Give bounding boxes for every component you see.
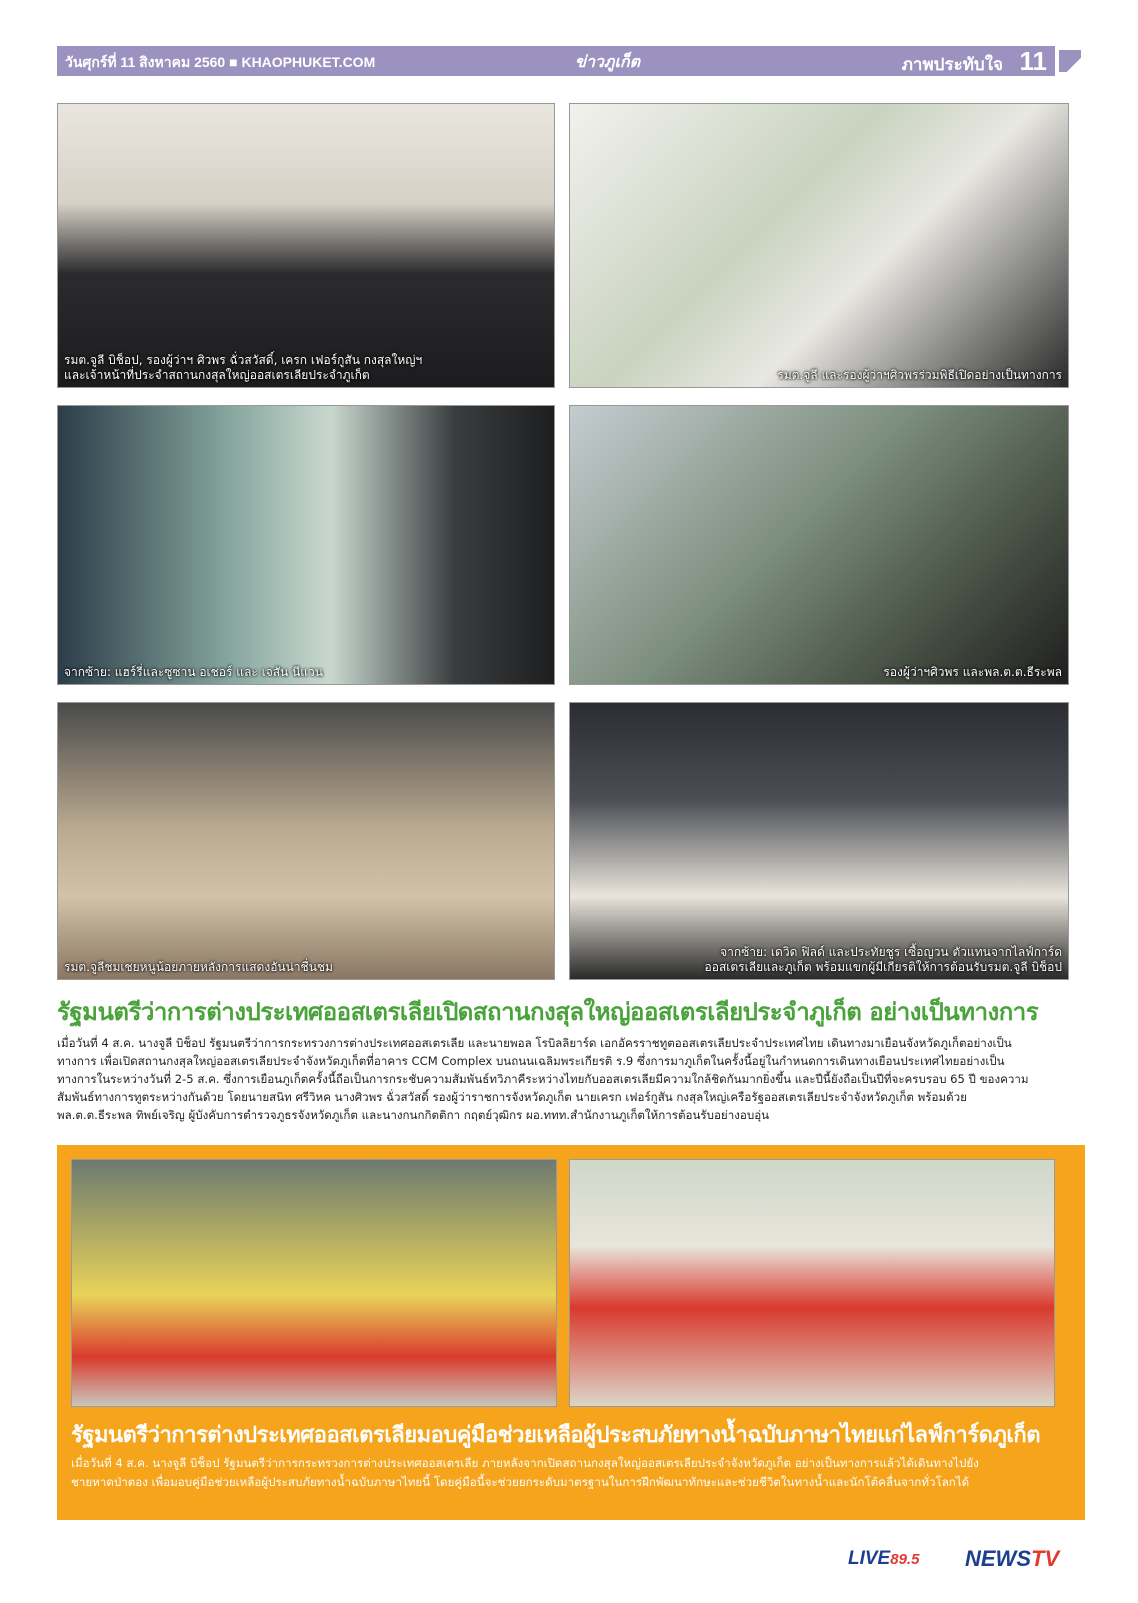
photo-caption: จากซ้าย: แฮร์รี่และซูซาน อเชอร์ และ เจสัน นีแวน	[64, 665, 323, 679]
lifeguard-line: ชายหาดป่าตอง เพื่อมอบคู่มือช่วยเหลือผู้ประสบภัยทางน้ำฉบับภาษาไทยนี้ โดยคู่มือนี้จะช่วยยกระดับมาตรฐานในการฝึกพัฒนาทักษะและช่วยชีวิตในทางน้ำและนักโต้คลื่นจากทั่วโลกได้	[71, 1475, 970, 1489]
lifeguard-feature-box	[57, 1145, 1085, 1520]
live-radio-logo: LIVE89.5	[848, 1548, 920, 1569]
photo-image	[58, 104, 554, 387]
photo-image	[72, 1160, 556, 1406]
photo-minister-child	[57, 702, 555, 980]
photo-image	[570, 406, 1068, 684]
article-line: สัมพันธ์ทางการทูตระหว่างกันด้วย โดยนายสนิท ศรีวิหค นางศิวพร ฉั่วสวัสดิ์ รองผู้ว่าราชการจังหวัดภูเก็ต นายเครก เฟอร์กูสัน กงสุลใหญ่เครือรัฐออสเตรเลียประจำจังหวัดภูเก็ต พร้อมด้วย	[57, 1090, 967, 1104]
photo-lifeguard-beach	[569, 1159, 1055, 1407]
photo-image	[58, 406, 554, 684]
article-line: ทางการ เพื่อเปิดสถานกงสุลใหญ่ออสเตรเลียประจำจังหวัดภูเก็ตที่อาคาร CCM Complex บนถนนเฉลิมพระเกียรติ ร.9 ซึ่งการมาภูเก็ตในครั้งนี้อยู่ในกำหนดการเดินทางเยือนประเทศไทยอย่างเป็น	[57, 1054, 1005, 1068]
article-headline: รัฐมนตรีว่าการต่างประเทศออสเตรเลียเปิดสถานกงสุลใหญ่ออสเตรเลียประจำภูเก็ต อย่างเป็นทางการ	[57, 998, 1039, 1026]
photo-image	[58, 703, 554, 979]
article-line: พล.ต.ต.ธีระพล ทิพย์เจริญ ผู้บังคับการตำรวจภูธรจังหวัดภูเก็ต และนางกนกกิตติกา กฤตย์วุฒิกร ผอ.ททท.สำนักงานภูเก็ตให้การต้อนรับอย่างอบอุ่น	[57, 1108, 770, 1122]
lifeguard-body	[71, 1454, 1071, 1492]
news-tv-logo: NEWSTV	[965, 1546, 1060, 1571]
section-title: ภาพประทับใจ	[901, 55, 1003, 74]
photo-deputy-governor-police	[569, 405, 1069, 685]
lifeguard-line: เมื่อวันที่ 4 ส.ค. นางจูลี บิช็อป รัฐมนตรีว่าการกระทรวงการต่างประเทศออสเตรเลีย ภายหลังจากเปิดสถานกงสุลใหญ่ออสเตรเลียประจำจังหวัดภูเก็ต อย่างเป็นทางการแล้วได้เดินทางไปยัง	[71, 1456, 979, 1470]
photo-caption: รมต.จูลี บิช็อป, รองผู้ว่าฯ ศิวพร ฉั่วสวัสดิ์, เครก เฟอร์กูสัน กงสุลใหญ่ฯ และเจ้าหน้าที่ประจำสถานกงสุลใหญ่ออสเตรเลียประจำภูเก็ต	[64, 353, 423, 382]
photo-consulate-staff	[57, 103, 555, 388]
page-number: 11	[1019, 46, 1047, 76]
page-header	[57, 46, 1085, 76]
photo-image	[570, 703, 1068, 979]
masthead-logo: ข่าวภูเก็ต	[575, 54, 640, 71]
article-line: ทางการในระหว่างวันที่ 2-5 ส.ค. ซึ่งการเยือนภูเก็ตครั้งนี้ถือเป็นการกระชับความสัมพันธ์ทวิภาคีระหว่างไทยกับออสเตรเลียมีความใกล้ชิดกันมากยิ่งขึ้น และปีนี้ยังถือเป็นปีที่จะครบรอบ 65 ปี ของความ	[57, 1072, 1029, 1086]
photo-caption: รมต.จูลี และรองผู้ว่าฯศิวพรร่วมพิธีเปิดอย่างเป็นทางการ	[777, 368, 1062, 382]
article-line: เมื่อวันที่ 4 ส.ค. นางจูลี บิช็อป รัฐมนตรีว่าการกระทรวงการต่างประเทศออสเตรเลีย และนายพอล โรบิลลิยาร์ด เอกอัครราชทูตออสเตรเลียประจำประเทศไทย เดินทางมาเยือนจังหวัดภูเก็ตอย่างเป็น	[57, 1036, 1012, 1050]
photo-image	[570, 1160, 1054, 1406]
photo-caption: รองผู้ว่าฯศิวพร และพล.ต.ต.ธีระพล	[883, 665, 1062, 679]
photo-guests-three	[57, 405, 555, 685]
lifeguard-headline: รัฐมนตรีว่าการต่างประเทศออสเตรเลียมอบคู่มือช่วยเหลือผู้ประสบภัยทางน้ำฉบับภาษาไทยแก่ไลฟ์การ์ดภูเก็ต	[71, 1423, 1041, 1448]
issue-date: วันศุกร์ที่ 11 สิงหาคม 2560 ■ KHAOPHUKET.COM	[65, 54, 376, 70]
photo-lifeguard-reps	[569, 702, 1069, 980]
photo-ribbon-cutting	[569, 103, 1069, 388]
corner-mark-icon	[1055, 46, 1085, 76]
photo-image	[570, 104, 1068, 387]
article-body	[57, 1034, 1085, 1124]
photo-lifeguard-group	[71, 1159, 557, 1407]
photo-caption: จากซ้าย: เดวิด ฟิลด์ และประทัยชูร เซื้อญวน ตัวแทนจากไลฟ์การ์ด ออสเตรเลียและภูเก็ต พร้อมแขกผู้มีเกียรติให้การต้อนรับรมต.จูลี บิช็อป	[704, 945, 1062, 974]
photo-caption: รมต.จูลีชมเชยหนูน้อยภายหลังการแสดงอันน่าชื่นชม	[64, 960, 333, 974]
